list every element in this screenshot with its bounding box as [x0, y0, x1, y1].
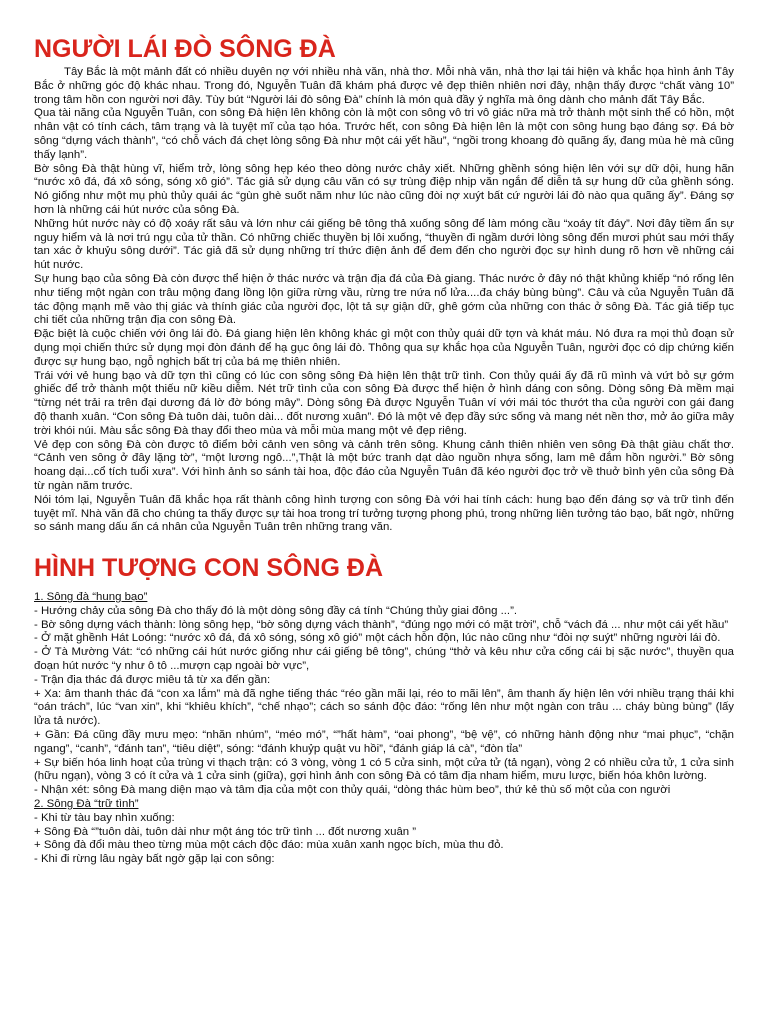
title-hinh-tuong: HÌNH TƯỢNG CON SÔNG ĐÀ — [34, 554, 384, 583]
outline-line: - Nhận xét: sông Đà mang diện mạo và tâm địa của một con thủy quái, “dòng thác hùm beo”, thứ kẻ thù số một của con người — [34, 784, 671, 797]
title-nguoi-lai-do: NGƯỜI LÁI ĐÒ SÔNG ĐÀ — [34, 35, 336, 63]
paragraph: Trái với vẻ hung bạo và dữ tợn thì cũng có lúc con sông sông Đà hiện lên thật trữ tình. Con thủy quái ấy đã rũ mình và vứt bỏ sự gớm ghiếc để trở thành một thiếu nữ kiều diễm. Nét trữ tình của con sông Đà được thể hiện ở hình dáng con sông. Dòng sông Đà mềm mại “từng nét trải ra trên đại dương đá lờ đờ bóng mây”. Dòng sông Đà được Nguyễn Tuân ví với mái tóc thướt tha của người con gái đang độ thanh xuân. “Con sông Đà tuôn dài, tuôn dài... đốt nương xuân”. Đó là một vẻ đẹp đầy sức sống và mang nét nền thơ, mở ảo giữa mây trời khói núi. Màu sắc sông Đà thay đổi theo mùa và mỗi mùa mang một vẻ đẹp riêng. — [34, 369, 734, 437]
document-page — [34, 34, 734, 867]
outline-line: + Xa: âm thanh thác đá “con xa lắm” mà đã nghe tiếng thác “réo gần mãi lại, réo to mãi lên”, âm thanh ấy hiện lên với nhiều trạng thái khi “oán trách”, lúc “van xin”, khi “khiêu khích”, “chế nhạo”; cách so sánh độc đáo: “rống lên như một ngàn con trâu ... cháy bùng bùng” (lấy lửa tả nước). — [34, 687, 734, 728]
paragraph: Nói tóm lại, Nguyễn Tuân đã khắc họa rất thành công hình tượng con sông Đà với hai tính cách: hung bạo đến đáng sợ và trữ tình đến tuyệt mĩ. Nhà văn đã cho chúng ta thấy được sự tài hoa trong trí tưởng tượng phong phú, trong những liên tưởng táo bạo, bất ngờ, những so sánh mang dấu ấn cá nhân của Nguyễn Tuân trên những trang văn. — [34, 493, 734, 534]
paragraph: Vẻ đẹp con sông Đà còn được tô điểm bởi cảnh ven sông và cảnh trên sông. Khung cảnh thiên nhiên ven sông Đà thật giàu chất thơ. “Cảnh ven sông ở đây lặng tờ”, “một lương ngô...”,Thật là một bức tranh dạt dào nguồn nhựa sống, lam mê đắm hồn người.” Bờ sông hoang dại...cổ tích tuổi xưa”. Với hình ảnh so sánh tài hoa, độc đáo của Nguyễn Tuân đã kéo người đọc trở về thuở bình yên của sông Đà từ ngàn năm trước. — [34, 438, 734, 492]
outline-line: - Bờ sông dựng vách thành: lòng sông hẹp, “bờ sông dựng vách thành”, “đúng ngọ mới có mặt trời”, chỗ “vách đá ... như một cái yết hầu” — [34, 618, 729, 631]
outline-body — [34, 591, 734, 867]
paragraph: Những hút nước này có độ xoáy rất sâu và lớn như cái giếng bê tông thả xuống sông để làm móng cầu “xoáy tít đáy”. Nơi đây tiềm ẩn sự nguy hiểm và là nơi trú ngụ của tử thần. Có những chiếc thuyền bị lôi xuống, “thuyền đi ngầm dưới lòng sông đến mươi phút sau mới thấy tan xác ở khuỷu sông dưới”. Tác giả đã sử dụng những trí thức điện ảnh để đem đến cho người đọc sự hình dung rõ hơn về những cái hút nước. — [34, 217, 734, 272]
outline-line: + Sự biến hóa linh hoạt của trùng vi thạch trận: có 3 vòng, vòng 1 có 5 cửa sinh, một cửa tử (tả ngạn), vòng 2 có nhiều cửa tử, 1 cửa sinh (hữu ngạn), vòng 3 có ít cửa và 1 cửa sinh (giữa), gợi hình ảnh con sông Đà có tâm địa nham hiểm, mưu lược, biến hóa khôn lường. — [34, 756, 734, 783]
paragraph: Sự hung bạo của sông Đà còn được thể hiện ở thác nước và trận địa đá của Đà giang. Thác nước ở đây nó thật khủng khiếp “nó rống lên như tiếng một ngàn con trâu mộng đang lồng lộn giữa rừng vầu, rừng tre nứa nổ lửa....đa cháy bùng bùng”. Câu và của Nguyễn Tuân đã tác động mạnh mẽ vào thị giác và thính giác của người đọc, lột tả sự giận dữ, ghê gớm của những con thác ở sông Đà. Tác giả tiếp tục chi tiết của những trận địa con sông Đà. — [34, 272, 734, 327]
outline-line: - Hướng chảy của sông Đà cho thấy đó là một dòng sông đầy cá tính “Chúng thủy giai đông ...”. — [34, 604, 518, 617]
outline-line: + Gần: Đá cũng đầy mưu mẹo: “nhăn nhúm”, “méo mó”, “”hất hàm”, “oai phong”, “bệ vệ”, có những hành động như “mai phục”, “chặn ngang”, “canh”, “đánh tan”, “tiêu diệt”, sóng: “đánh khuỷp quật vu hồi”, “đánh giáp lá cà”, “đòn tỉa” — [34, 729, 734, 755]
section-heading-tru-tinh: 2. Sông Đà “trữ tình” — [34, 798, 139, 811]
outline-line: - Ở Tà Mường Vát: “có những cái hút nước giống như cái giếng bê tông”, chúng “thở và kêu như cửa cống cái bị sặc nước”, thuyền qua đoạn hút nước “y như ô tô ...mượn cạp ngoài bờ vực”, — [34, 646, 734, 673]
outline-line: - Ở mặt ghềnh Hát Loóng: “nước xô đá, đá xô sóng, sóng xô gió” một cách hỗn độn, lúc nào cũng như “đòi nợ suýt” những người lái đò. — [34, 632, 721, 645]
paragraph: Đặc biệt là cuộc chiến với ông lái đò. Đá giang hiện lên không khác gì một con thủy quái dữ tợn và khát máu. Nó đưa ra mọi thủ đoạn sử dụng mọi chiến thức sử dụng mọi đòn đánh để hạ gục ông lái đò. Thông qua sự khắc họa của Nguyễn Tuân, người đọc có dịp chứng kiến được sự hung bạo, ngỗ nghịch bất trị của bá mẹ thiên nhiên. — [34, 328, 734, 368]
outline-line: - Trận địa thác đá được miêu tả từ xa đến gần: — [34, 673, 271, 686]
outline-line: - Khi từ tàu bay nhìn xuống: — [34, 811, 175, 824]
outline-line: + Sông đà đổi màu theo từng mùa một cách độc đáo: mùa xuân xanh ngọc bích, mùa thu đỏ. — [34, 839, 504, 852]
outline-line: + Sông Đà “”tuôn dài, tuôn dài như một áng tóc trữ tình ... đốt nương xuân ” — [34, 825, 417, 838]
paragraph: Tây Bắc là một mảnh đất có nhiều duyên nợ với nhiều nhà văn, nhà thơ. Mỗi nhà văn, nhà thơ lại tái hiện và khắc họa hình ảnh Tây Bắc ở những góc độ khác nhau. Trong đó, Nguyễn Tuân đã khám phá được vẻ đẹp thiên nhiên nơi đây, nhận thấy được “chất vàng 10” trong tâm hồn con người nơi đây. Tùy bút “Người lái đò sông Đà” chính là món quà đầy ý nghĩa mà ông dành cho mảnh đất Tây Bắc. — [34, 66, 734, 106]
essay-body — [34, 66, 734, 535]
section-heading-hung-bao: 1. Sông đà “hung bạo” — [34, 591, 148, 604]
paragraph: Bờ sông Đà thật hùng vĩ, hiểm trở, lòng sông hẹp kéo theo dòng nước chảy xiết. Những ghềnh sóng hiện lên với sự dữ dội, hung hãn “nước xô đá, đá xô sóng, sóng xô gió”. Tác giả sử dụng câu văn có sự trùng điệp nhịp văn ngắn để diễn tả sự hung dữ của ghềnh sóng. Nó giống như một mụ phù thủy quái ác “gùn ghè suốt năm như lúc nào cũng đòi nợ xuýt bất cứ người lái đò nào qua quãng ấy”. Đáng sợ hơn là những cái hút nước của sông Đà. — [34, 162, 734, 216]
paragraph: Qua tài năng của Nguyễn Tuân, con sông Đà hiện lên không còn là một con sông vô tri vô giác nữa mà trở thành một sinh thể có hồn, một nhân vật có tính cách, tâm trạng và là tuyệt mĩ của tạo hóa. Trước hết, con sông Đà hiện lên là một con sông hung bạo đáng sợ. Đá bờ sông “dựng vách thành”, “có chỗ vách đá chẹt lòng sông Đà như một cái yết hầu”, “ngồi trong khoang đò quãng ấy, đang mùa hè mà cũng thấy lạnh”. — [34, 107, 734, 161]
outline-line: - Khi đi rừng lâu ngày bất ngờ gặp lại con sông: — [34, 853, 275, 866]
